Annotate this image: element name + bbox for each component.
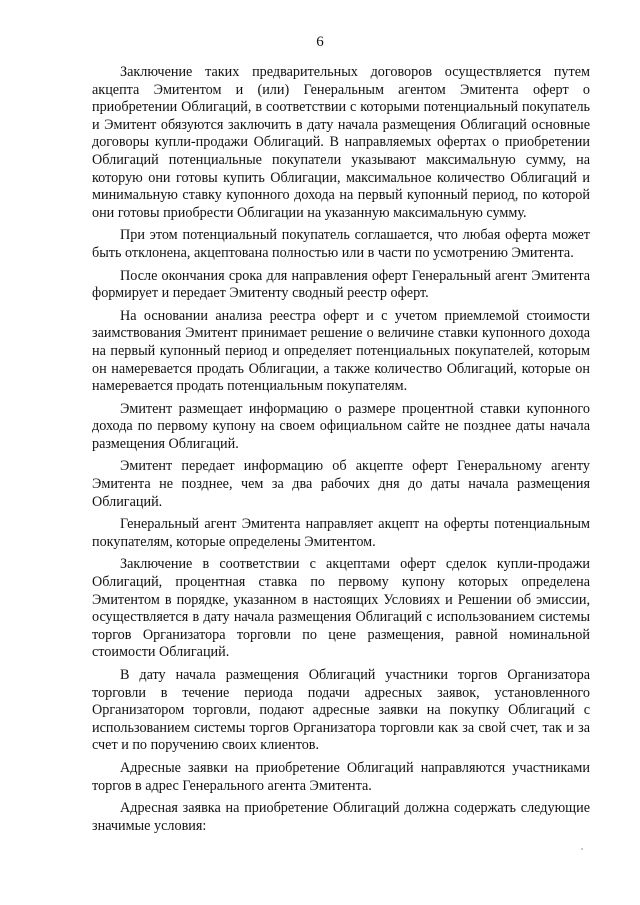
paragraph-agent-acceptance: Генеральный агент Эмитента направляет акцепт на оферты потенциальным покупателям, которые определены Эмитентом. xyxy=(92,516,590,550)
document-body xyxy=(92,64,590,840)
paragraph-coupon-decision: На основании анализа реестра оферт и с учетом приемлемой стоимости заимствования Эмитент принимает решение о величине ставки купонного дохода на первый купонный период и определяет потенциальных покупателей, которым он намеревается продать Облигации, а также количество Облигаций, которые он намеревается продать потенциальным покупателям. xyxy=(92,307,590,395)
scan-speck xyxy=(581,848,583,850)
paragraph-offers-registry: После окончания срока для направления оферт Генеральный агент Эмитента формирует и передает Эмитенту сводный реестр оферт. xyxy=(92,267,590,302)
paragraph-orders-recipient: Адресные заявки на приобретение Облигаций направляются участниками торгов в адрес Генерального агента Эмитента. xyxy=(92,759,590,794)
paragraph-acceptance-transfer: Эмитент передает информацию об акцепте оферт Генеральному агенту Эмитента не позднее, чем за два рабочих дня до даты начала размещения Облигаций. xyxy=(92,458,590,510)
paragraph-coupon-disclosure: Эмитент размещает информацию о размере процентной ставки купонного дохода по первому купону на своем официальном сайте не позднее даты начала размещения Облигаций. xyxy=(92,400,590,452)
paragraph-sale-deals: Заключение в соответствии с акцептами оферт сделок купли-продажи Облигаций, процентная ставка по первому купону которых определена Эмитентом в порядке, указанном в настоящих Условиях и Решении об эмиссии, осуществляется в дату начала размещения Облигаций с использованием системы торгов Организатора торговли по цене размещения, равной номинальной стоимости Облигаций. xyxy=(92,556,590,661)
paragraph-placement-orders: В дату начала размещения Облигаций участники торгов Организатора торговли в течение периода подачи адресных заявок, установленного Организатором торговли, подают адресные заявки на покупку Облигаций с использованием системы торгов Организатора торговли как за свой счет, так и за счет и по поручению своих клиентов. xyxy=(92,667,590,754)
paragraph-order-conditions: Адресная заявка на приобретение Облигаций должна содержать следующие значимые условия: xyxy=(92,800,590,834)
paragraph-offer-rejection: При этом потенциальный покупатель соглашается, что любая оферта может быть отклонена, акцептована полностью или в части по усмотрению Эмитента. xyxy=(92,227,590,261)
paragraph-preliminary-contracts: Заключение таких предварительных договоров осуществляется путем акцепта Эмитентом и (или) Генеральным агентом Эмитента оферт о приобретении Облигаций, в соответствии с которыми потенциальный покупатель и Эмитент обязуются заключить в дату начала размещения Облигаций основные договоры купли-продажи Облигаций. В направляемых офертах о приобретении Облигаций потенциальные покупатели указывают максимальную сумму, на которую они готовы купить Облигации, максимальное количество Облигаций и минимальную ставку купонного дохода на первый купонный период, по которой они готовы приобрести Облигации на указанную максимальную сумму. xyxy=(92,64,590,221)
page-number: 6 xyxy=(316,34,324,50)
